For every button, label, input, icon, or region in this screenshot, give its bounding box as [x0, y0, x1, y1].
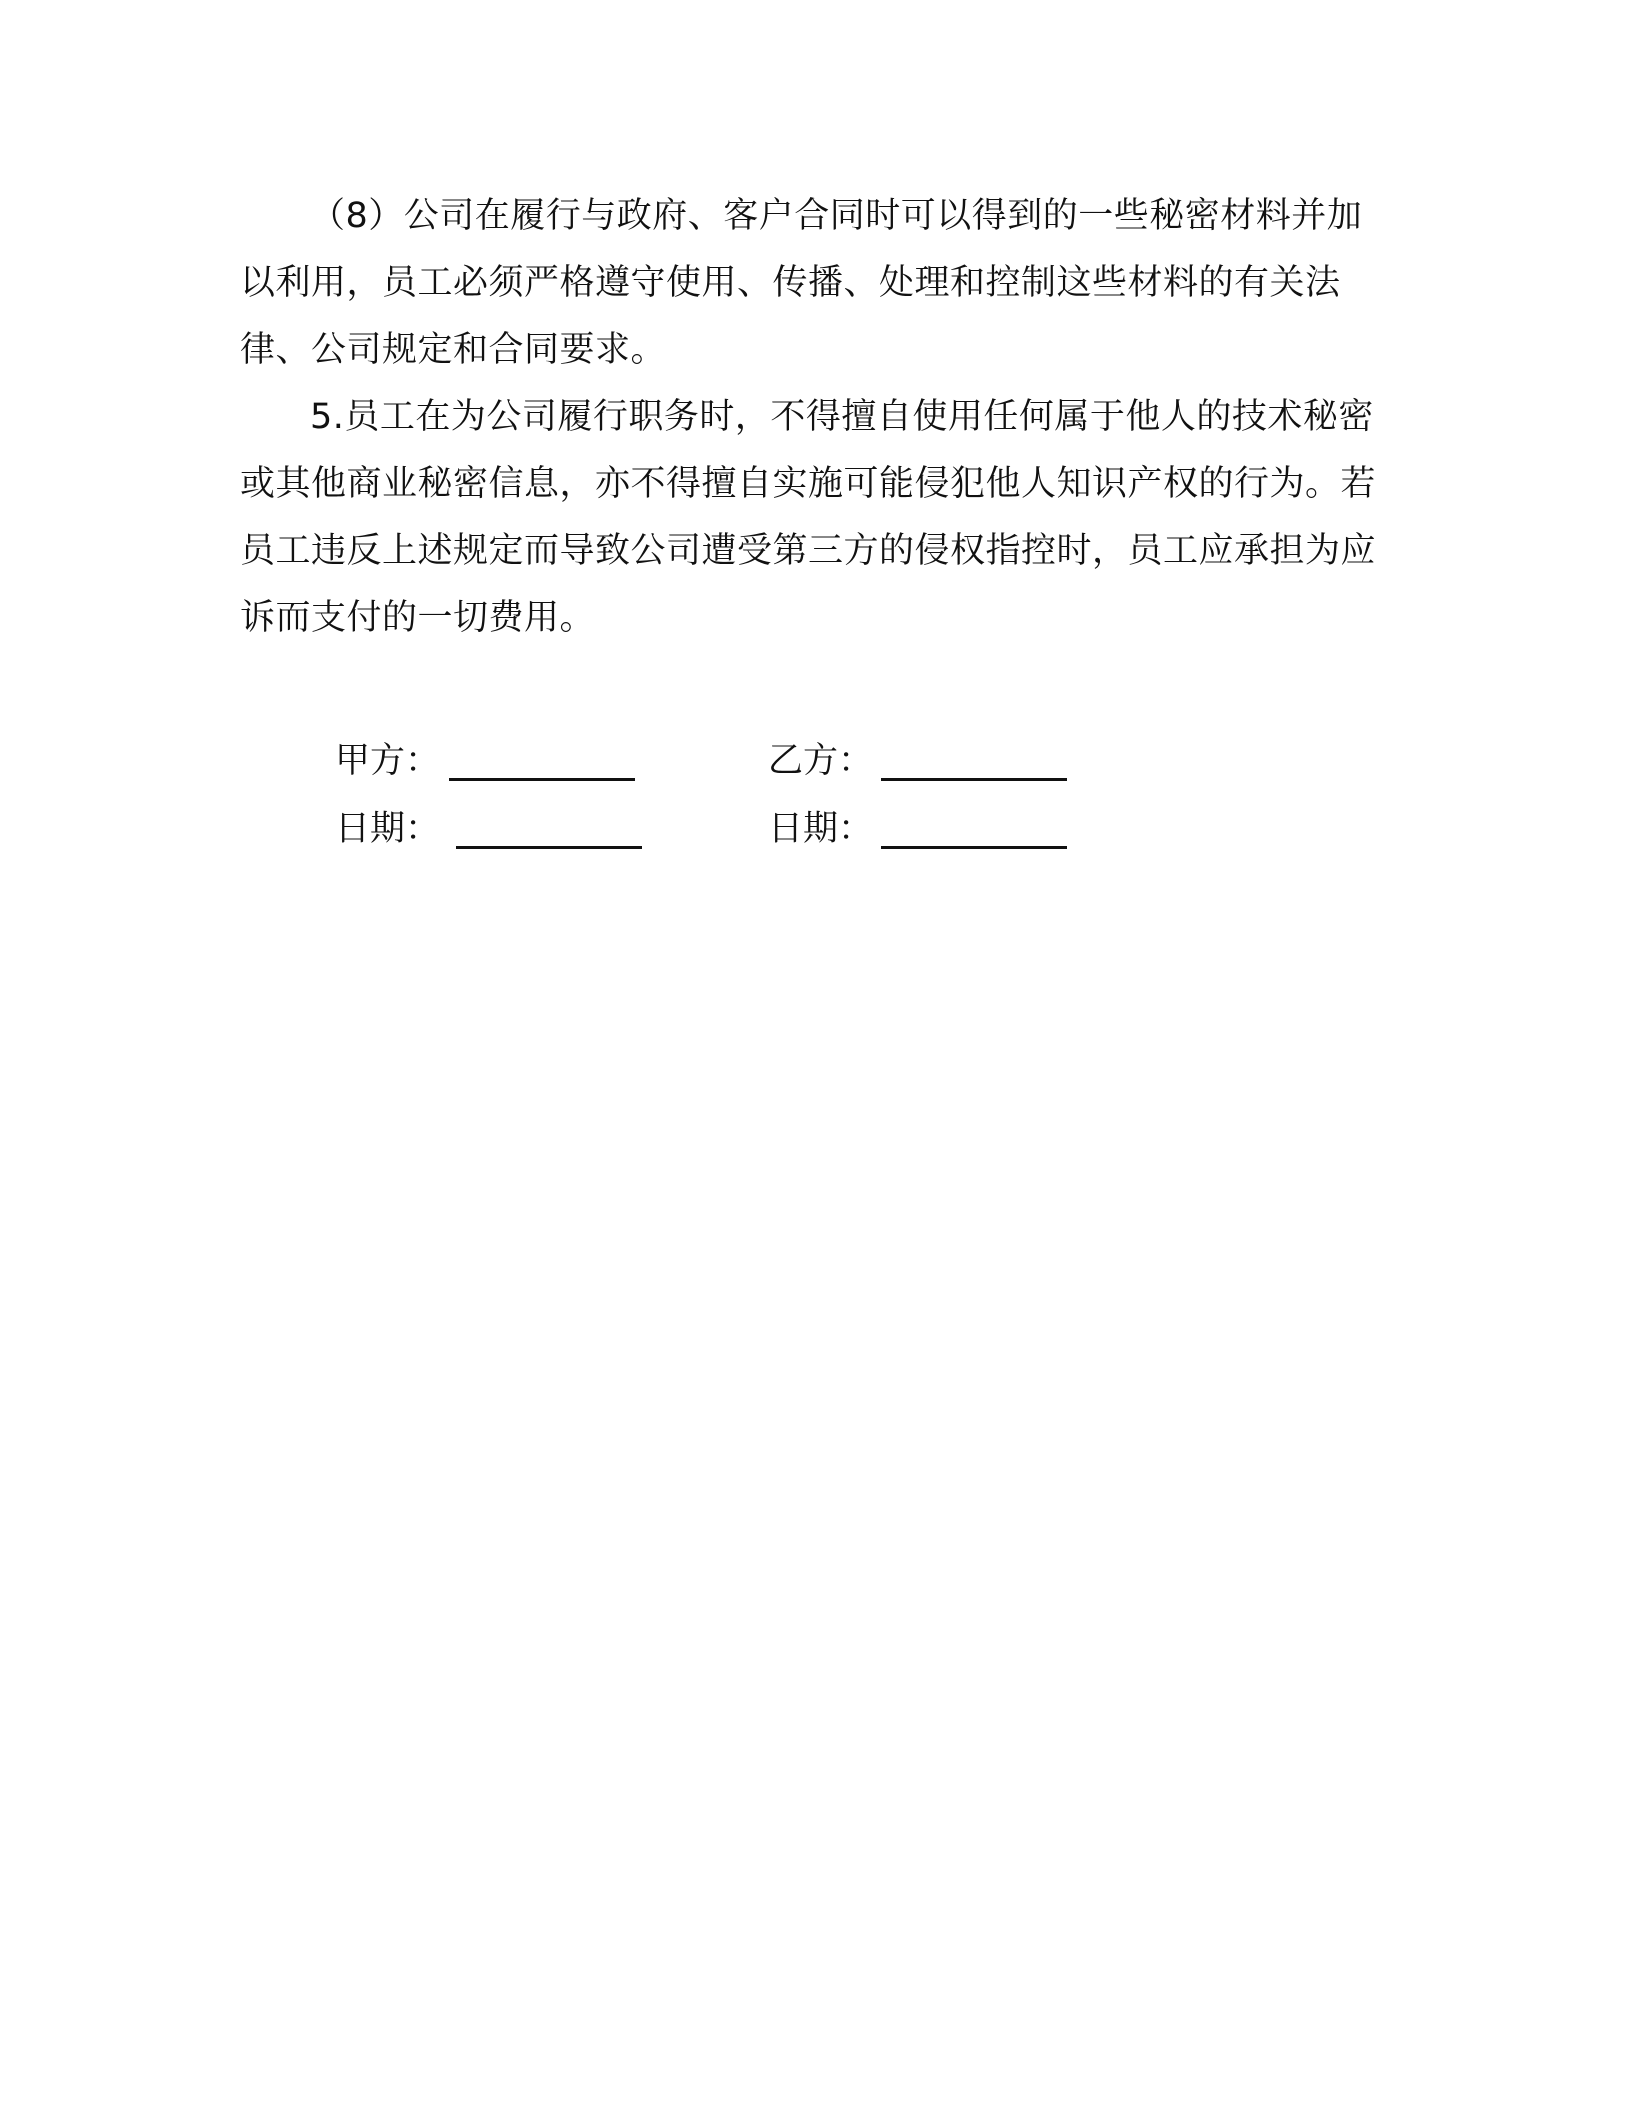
party-a-date-label: 日期：	[335, 809, 441, 849]
party-a-signature-line	[449, 778, 635, 781]
party-b-signature-line	[881, 778, 1067, 781]
party-b-date-label: 日期：	[768, 809, 874, 849]
clause-5-paragraph: 5.员工在为公司履行职务时，不得擅自使用任何属于他人的技术秘密或其他商业秘密信息，亦不得擅自实施可能侵犯他人知识产权的行为。若员工违反上述规定而导致公司遭受第三方的侵权指控时，员工应承担为应诉而支付的一切费用。	[240, 397, 1377, 638]
party-b-date-line	[881, 846, 1067, 849]
party-a-date-line	[456, 846, 642, 849]
party-b-label: 乙方：	[768, 741, 874, 781]
clause-8-paragraph: （8）公司在履行与政府、客户合同时可以得到的一些秘密材料并加以利用，员工必须严格遵守使用、传播、处理和控制这些材料的有关法律、公司规定和合同要求。	[240, 196, 1363, 370]
party-a-label: 甲方：	[335, 741, 441, 781]
